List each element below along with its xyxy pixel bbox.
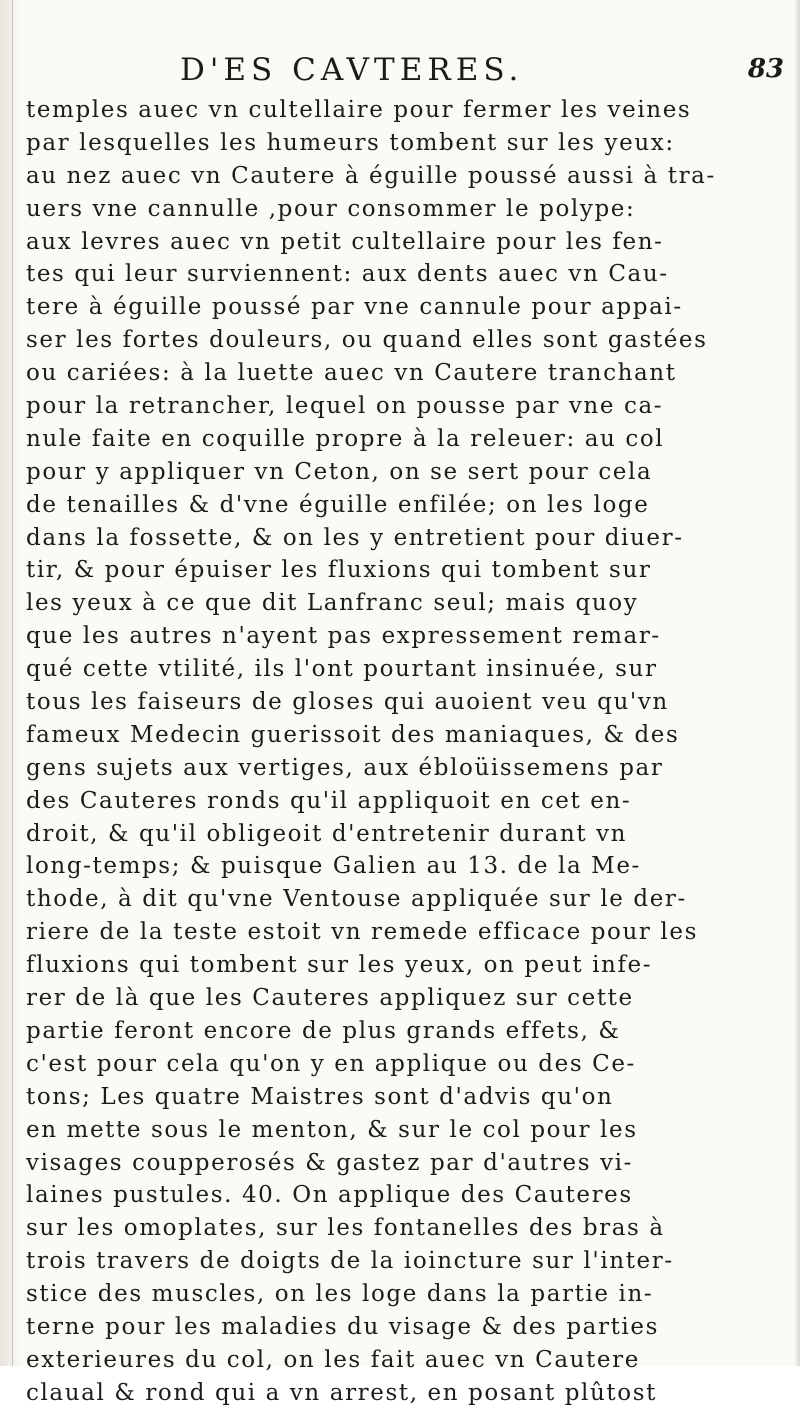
text-line: terne pour les maladies du visage & des parties bbox=[26, 1313, 659, 1340]
text-line: laines pustules. 40. On applique des Cauteres bbox=[26, 1182, 633, 1209]
running-title: D'ES CAVTERES. bbox=[180, 52, 524, 88]
text-line: long-temps; & puisque Galien au 13. de la Me- bbox=[26, 853, 641, 880]
text-line: ser les fortes douleurs, ou quand elles sont gastées bbox=[26, 327, 708, 354]
text-line: trois travers de doigts de la ioincture sur l'inter- bbox=[26, 1248, 674, 1275]
page-header bbox=[30, 52, 792, 94]
text-line: fluxions qui tombent sur les yeux, on peut infe- bbox=[26, 952, 653, 979]
text-line: les yeux à ce que dit Lanfranc seul; mais quoy bbox=[26, 590, 639, 617]
text-line: droit, & qu'il obligeoit d'entretenir durant vn bbox=[26, 820, 628, 847]
text-line: rer de là que les Cauteres appliquez sur cette bbox=[26, 985, 634, 1012]
text-line: exterieures du col, on les fait auec vn Cautere bbox=[26, 1346, 640, 1373]
text-line: gens sujets aux vertiges, aux ébloüissemens par bbox=[26, 754, 664, 781]
text-line: pour y appliquer vn Ceton, on se sert pour cela bbox=[26, 458, 653, 485]
text-line: tes qui leur surviennent: aux dents auec vn Cau- bbox=[26, 261, 669, 288]
text-line: sur les omoplates, sur les fontanelles des bras à bbox=[26, 1215, 665, 1242]
text-line: de tenailles & d'vne éguille enfilée; on les loge bbox=[26, 491, 650, 518]
text-line: nule faite en coquille propre à la releuer: au col bbox=[26, 425, 665, 452]
text-line: c'est pour cela qu'on y en applique ou des Ce- bbox=[26, 1050, 636, 1077]
text-line: uers vne cannulle ,pour consommer le polype: bbox=[26, 195, 636, 222]
text-line: fameux Medecin guerissoit des maniaques, & des bbox=[26, 721, 680, 748]
page-number: 83 bbox=[747, 54, 784, 84]
text-line: claual & rond qui a vn arrest, en posant plûtost bbox=[26, 1379, 657, 1406]
text-line: riere de la teste estoit vn remede efficace pour les bbox=[26, 919, 698, 946]
text-line: partie feront encore de plus grands effets, & bbox=[26, 1017, 621, 1044]
text-line: stice des muscles, on les loge dans la partie in- bbox=[26, 1281, 654, 1308]
text-line: des Cauteres ronds qu'il appliquoit en cet en- bbox=[26, 787, 632, 814]
text-line: que les autres n'ayent pas expressement remar- bbox=[26, 623, 661, 650]
text-line: au nez auec vn Cautere à éguille poussé aussi à tra- bbox=[26, 162, 716, 189]
text-line: temples auec vn cultellaire pour fermer les veines bbox=[26, 97, 692, 123]
binding-edge bbox=[12, 0, 13, 1366]
text-line: pour la retrancher, lequel on pousse par vne ca- bbox=[26, 393, 664, 420]
text-line: ou cariées: à la luette auec vn Cautere tranchant bbox=[26, 360, 677, 387]
text-line: tons; Les quatre Maistres sont d'advis qu'on bbox=[26, 1083, 614, 1110]
text-line: aux levres auec vn petit cultellaire pour les fen- bbox=[26, 228, 664, 255]
body-text bbox=[26, 94, 796, 1410]
text-line: tere à éguille poussé par vne cannule pour appai- bbox=[26, 294, 683, 321]
text-line: tir, & pour épuiser les fluxions qui tombent sur bbox=[26, 557, 652, 584]
text-line: par lesquelles les humeurs tombent sur les yeux: bbox=[26, 129, 675, 156]
page-gutter-shadow bbox=[0, 0, 22, 1366]
text-line: en mette sous le menton, & sur le col pour les bbox=[26, 1116, 638, 1143]
text-line: thode, à dit qu'vne Ventouse appliquée sur le der- bbox=[26, 886, 687, 913]
text-line: tous les faiseurs de gloses qui auoient veu qu'vn bbox=[26, 689, 669, 716]
text-line: visages coupperosés & gastez par d'autres vi- bbox=[26, 1149, 633, 1176]
text-line: qué cette vtilité, ils l'ont pourtant insinuée, sur bbox=[26, 656, 658, 683]
text-line: dans la fossette, & on les y entretient pour diuer- bbox=[26, 524, 684, 551]
